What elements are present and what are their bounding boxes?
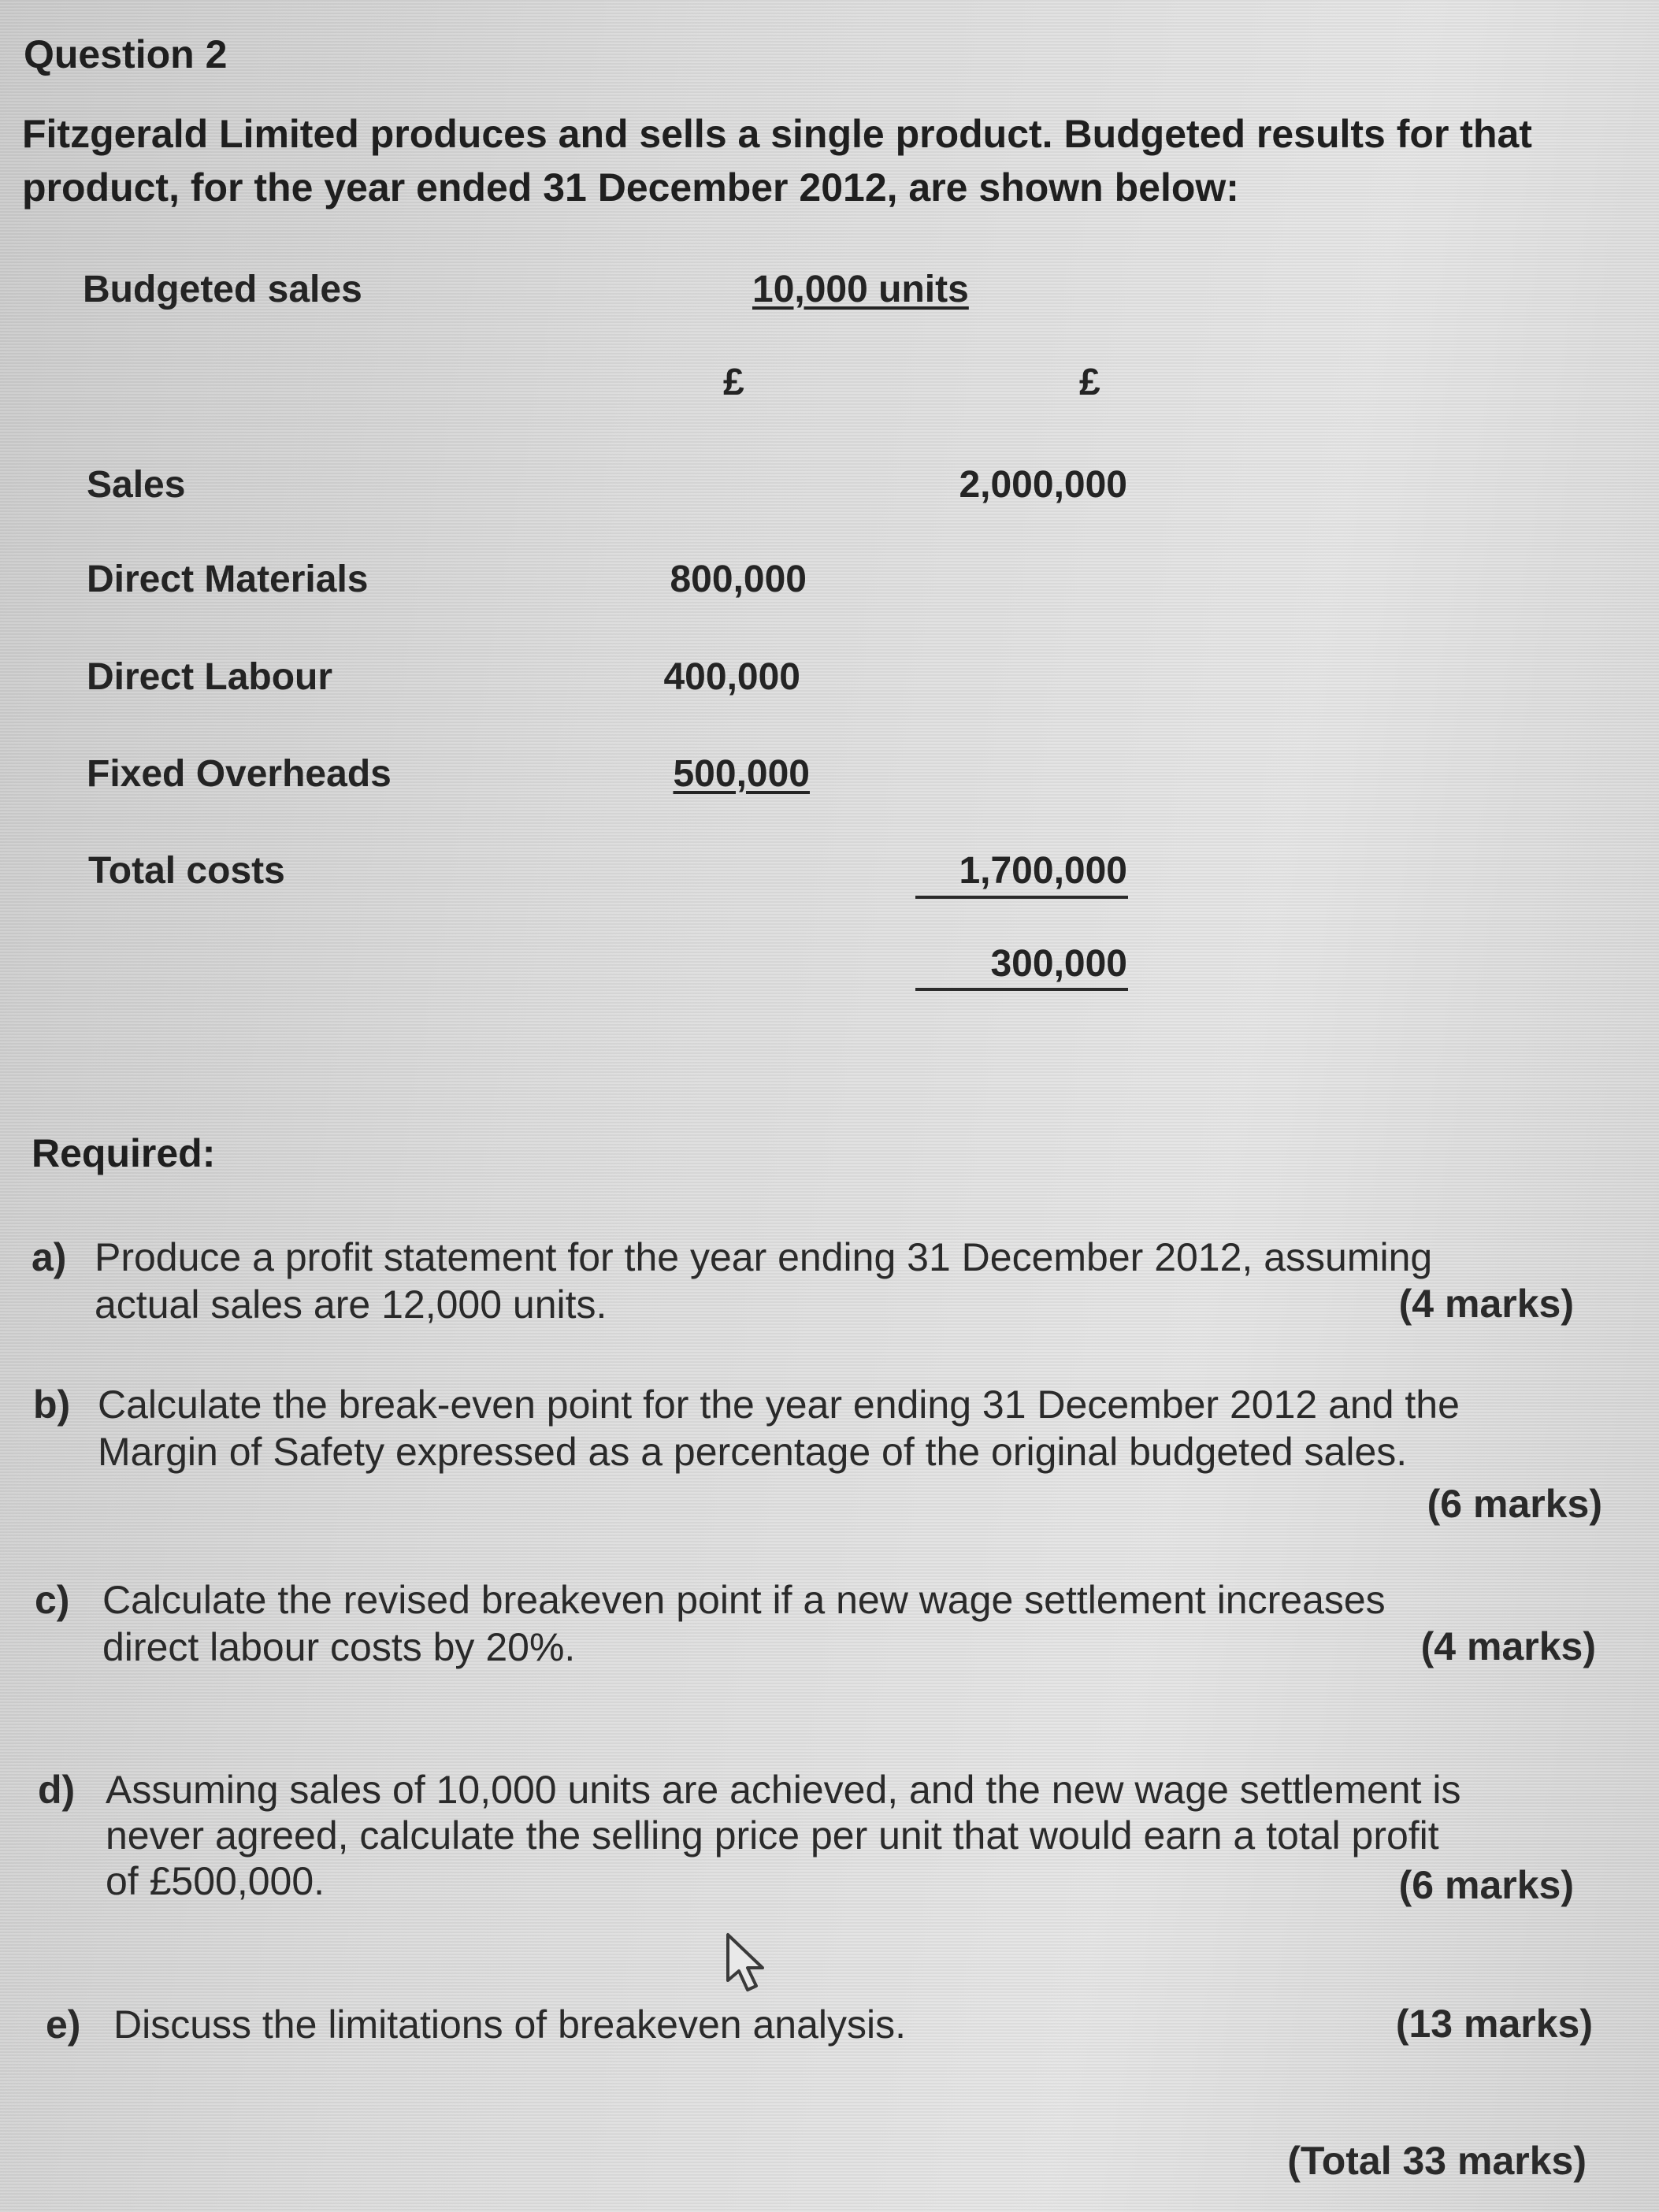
question-a-line-1: Produce a profit statement for the year ending 31 December 2012, assuming (95, 1235, 1433, 1279)
row-label-direct-materials: Direct Materials (87, 559, 369, 600)
question-a-marks: (4 marks) (1398, 1282, 1574, 1326)
question-c-label: c) (35, 1578, 70, 1622)
question-c-marks: (4 marks) (1420, 1624, 1596, 1668)
question-e-line-1: Discuss the limitations of breakeven analysis. (113, 2002, 907, 2047)
budgeted-sales-value: 10,000 units (752, 269, 969, 310)
question-a-line-2: actual sales are 12,000 units. (95, 1282, 607, 1327)
row-value-direct-materials: 800,000 (670, 559, 807, 600)
question-d-label: d) (38, 1768, 76, 1812)
currency-header-col1: £ (723, 362, 744, 403)
profit-underline (915, 988, 1128, 991)
question-e-marks: (13 marks) (1395, 2002, 1593, 2046)
question-b-label: b) (33, 1382, 71, 1427)
row-label-direct-labour: Direct Labour (87, 656, 333, 698)
question-b-marks: (6 marks) (1427, 1482, 1602, 1526)
intro-line-2: product, for the year ended 31 December 2012, are shown below: (22, 165, 1239, 210)
row-value-direct-labour: 400,000 (663, 656, 800, 698)
question-d-line-2: never agreed, calculate the selling price per unit that would earn a total profit (106, 1813, 1439, 1858)
question-d-line-3: of £500,000. (106, 1859, 325, 1903)
row-label-sales: Sales (87, 464, 186, 506)
row-value-sales: 2,000,000 (959, 464, 1127, 506)
mouse-pointer-icon (723, 1932, 778, 1995)
total-marks: (Total 33 marks) (1287, 2139, 1587, 2183)
question-title: Question 2 (24, 32, 228, 76)
row-value-profit: 300,000 (990, 943, 1127, 985)
question-c-line-1: Calculate the revised breakeven point if a new wage settlement increases (102, 1578, 1386, 1622)
question-a-label: a) (32, 1235, 67, 1279)
required-heading: Required: (32, 1131, 216, 1175)
row-label-total-costs: Total costs (88, 850, 285, 892)
question-c-line-2: direct labour costs by 20%. (102, 1625, 576, 1669)
total-costs-underline (915, 896, 1128, 899)
row-value-total-costs: 1,700,000 (959, 850, 1127, 892)
question-d-line-1: Assuming sales of 10,000 units are achieved, and the new wage settlement is (106, 1768, 1461, 1812)
budgeted-sales-label: Budgeted sales (83, 269, 362, 310)
question-b-line-2: Margin of Safety expressed as a percentage of the original budgeted sales. (98, 1430, 1408, 1474)
currency-header-col2: £ (1079, 362, 1100, 403)
row-label-fixed-overheads: Fixed Overheads (87, 753, 392, 795)
row-value-fixed-overheads: 500,000 (673, 753, 810, 795)
question-b-line-1: Calculate the break-even point for the year ending 31 December 2012 and the (98, 1382, 1460, 1427)
question-d-marks: (6 marks) (1398, 1863, 1574, 1907)
question-e-label: e) (46, 2002, 81, 2047)
intro-line-1: Fitzgerald Limited produces and sells a single product. Budgeted results for that (22, 112, 1532, 156)
